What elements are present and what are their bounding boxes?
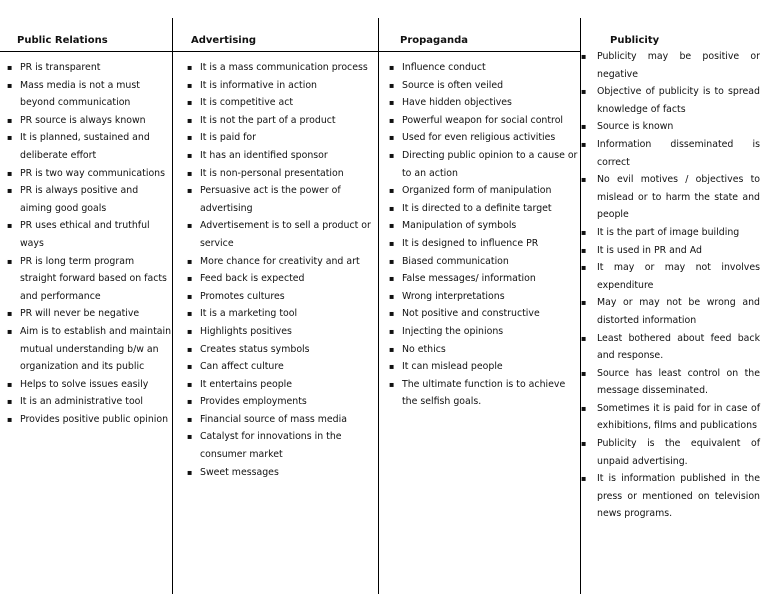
- list-item: ▪ It is an administrative tool: [3, 393, 172, 411]
- list-item: ▪ Source is known: [581, 118, 760, 136]
- list-item: ▪ It is directed to a definite target: [385, 200, 578, 218]
- list-item: ▪ It is paid for: [183, 129, 376, 147]
- list-item: ▪ Can affect culture: [183, 358, 376, 376]
- list-item: ▪ Injecting the opinions: [385, 323, 578, 341]
- list-item: ▪ It is informative in action: [183, 77, 376, 95]
- list-item: ▪ Persuasive act is the power of advertising: [183, 182, 376, 217]
- list-item: ▪ Highlights positives: [183, 323, 376, 341]
- list-item: ▪ May or may not be wrong and distorted information: [581, 294, 760, 329]
- list-item: ▪ It has an identified sponsor: [183, 147, 376, 165]
- list-item: ▪ Advertisement is to sell a product or service: [183, 217, 376, 252]
- header-publicity: Publicity: [610, 35, 660, 46]
- list-item: ▪ Provides employments: [183, 393, 376, 411]
- list-item: ▪ Helps to solve issues easily: [3, 376, 172, 394]
- list-item: ▪ It may or may not involves expenditure: [581, 259, 760, 294]
- list-item: ▪ Catalyst for innovations in the consumer market: [183, 428, 376, 463]
- list-item: ▪ Publicity may be positive or negative: [581, 48, 760, 83]
- list-item: ▪ PR is transparent: [3, 59, 172, 77]
- list-item: ▪ It is not the part of a product: [183, 112, 376, 130]
- list-item: ▪ It is used in PR and Ad: [581, 242, 760, 260]
- list-item: ▪ It entertains people: [183, 376, 376, 394]
- column-publicity: [581, 48, 760, 523]
- list-item: ▪ PR source is always known: [3, 112, 172, 130]
- list-item: ▪ It is competitive act: [183, 94, 376, 112]
- list-item: ▪ Source is often veiled: [385, 77, 578, 95]
- list-item: ▪ Sometimes it is paid for in case of exhibitions, films and publications: [581, 400, 760, 435]
- list-item: ▪ Influence conduct: [385, 59, 578, 77]
- list-item: ▪ Used for even religious activities: [385, 129, 578, 147]
- list-item: ▪ Financial source of mass media: [183, 411, 376, 429]
- column-divider: [378, 18, 379, 594]
- list-item: ▪ It is information published in the press or mentioned on television news programs.: [581, 470, 760, 523]
- list-item: ▪ Not positive and constructive: [385, 305, 578, 323]
- list-item: ▪ Information disseminated is correct: [581, 136, 760, 171]
- list-item: ▪ Directing public opinion to a cause or to an action: [385, 147, 578, 182]
- list-item: ▪ It is non-personal presentation: [183, 165, 376, 183]
- list-item: ▪ No evil motives / objectives to mislead or to harm the state and people: [581, 171, 760, 224]
- list-item: ▪ Objective of publicity is to spread knowledge of facts: [581, 83, 760, 118]
- list-item: ▪ False messages/ information: [385, 270, 578, 288]
- list-item: ▪ PR is long term program straight forward based on facts and performance: [3, 253, 172, 306]
- list-item: ▪ Biased communication: [385, 253, 578, 271]
- column-advertising: [183, 59, 376, 481]
- list-item: ▪ Mass media is not a must beyond communication: [3, 77, 172, 112]
- list-item: ▪ Sweet messages: [183, 464, 376, 482]
- list-item: ▪ It is a mass communication process: [183, 59, 376, 77]
- list-item: ▪ It is a marketing tool: [183, 305, 376, 323]
- list-item: ▪ PR is two way communications: [3, 165, 172, 183]
- list-item: ▪ Organized form of manipulation: [385, 182, 578, 200]
- column-divider: [172, 18, 173, 594]
- list-item: ▪ Source has least control on the message disseminated.: [581, 365, 760, 400]
- list-item: ▪ Promotes cultures: [183, 288, 376, 306]
- list-item: ▪ Wrong interpretations: [385, 288, 578, 306]
- list-item: ▪ Have hidden objectives: [385, 94, 578, 112]
- list-item: ▪ It is designed to influence PR: [385, 235, 578, 253]
- list-item: ▪ It can mislead people: [385, 358, 578, 376]
- header-propaganda: Propaganda: [400, 35, 468, 46]
- list-item: ▪ Powerful weapon for social control: [385, 112, 578, 130]
- list-item: ▪ PR will never be negative: [3, 305, 172, 323]
- list-item: ▪ Publicity is the equivalent of unpaid advertising.: [581, 435, 760, 470]
- column-propaganda: [385, 59, 578, 411]
- list-item: ▪ Creates status symbols: [183, 341, 376, 359]
- list-item: ▪ Manipulation of symbols: [385, 217, 578, 235]
- list-item: ▪ Aim is to establish and maintain mutual understanding b/w an organization and its public: [3, 323, 172, 376]
- list-item: ▪ PR is always positive and aiming good goals: [3, 182, 172, 217]
- header-rule: [0, 51, 580, 52]
- header-public-relations: Public Relations: [17, 35, 108, 46]
- header-advertising: Advertising: [191, 35, 256, 46]
- list-item: ▪ No ethics: [385, 341, 578, 359]
- list-item: ▪ Least bothered about feed back and response.: [581, 330, 760, 365]
- list-item: ▪ PR uses ethical and truthful ways: [3, 217, 172, 252]
- list-item: ▪ Feed back is expected: [183, 270, 376, 288]
- list-item: ▪ It is planned, sustained and deliberate effort: [3, 129, 172, 164]
- list-item: ▪ It is the part of image building: [581, 224, 760, 242]
- list-item: ▪ More chance for creativity and art: [183, 253, 376, 271]
- list-item: ▪ The ultimate function is to achieve the selfish goals.: [385, 376, 578, 411]
- list-item: ▪ Provides positive public opinion: [3, 411, 172, 429]
- column-public-relations: [3, 59, 172, 428]
